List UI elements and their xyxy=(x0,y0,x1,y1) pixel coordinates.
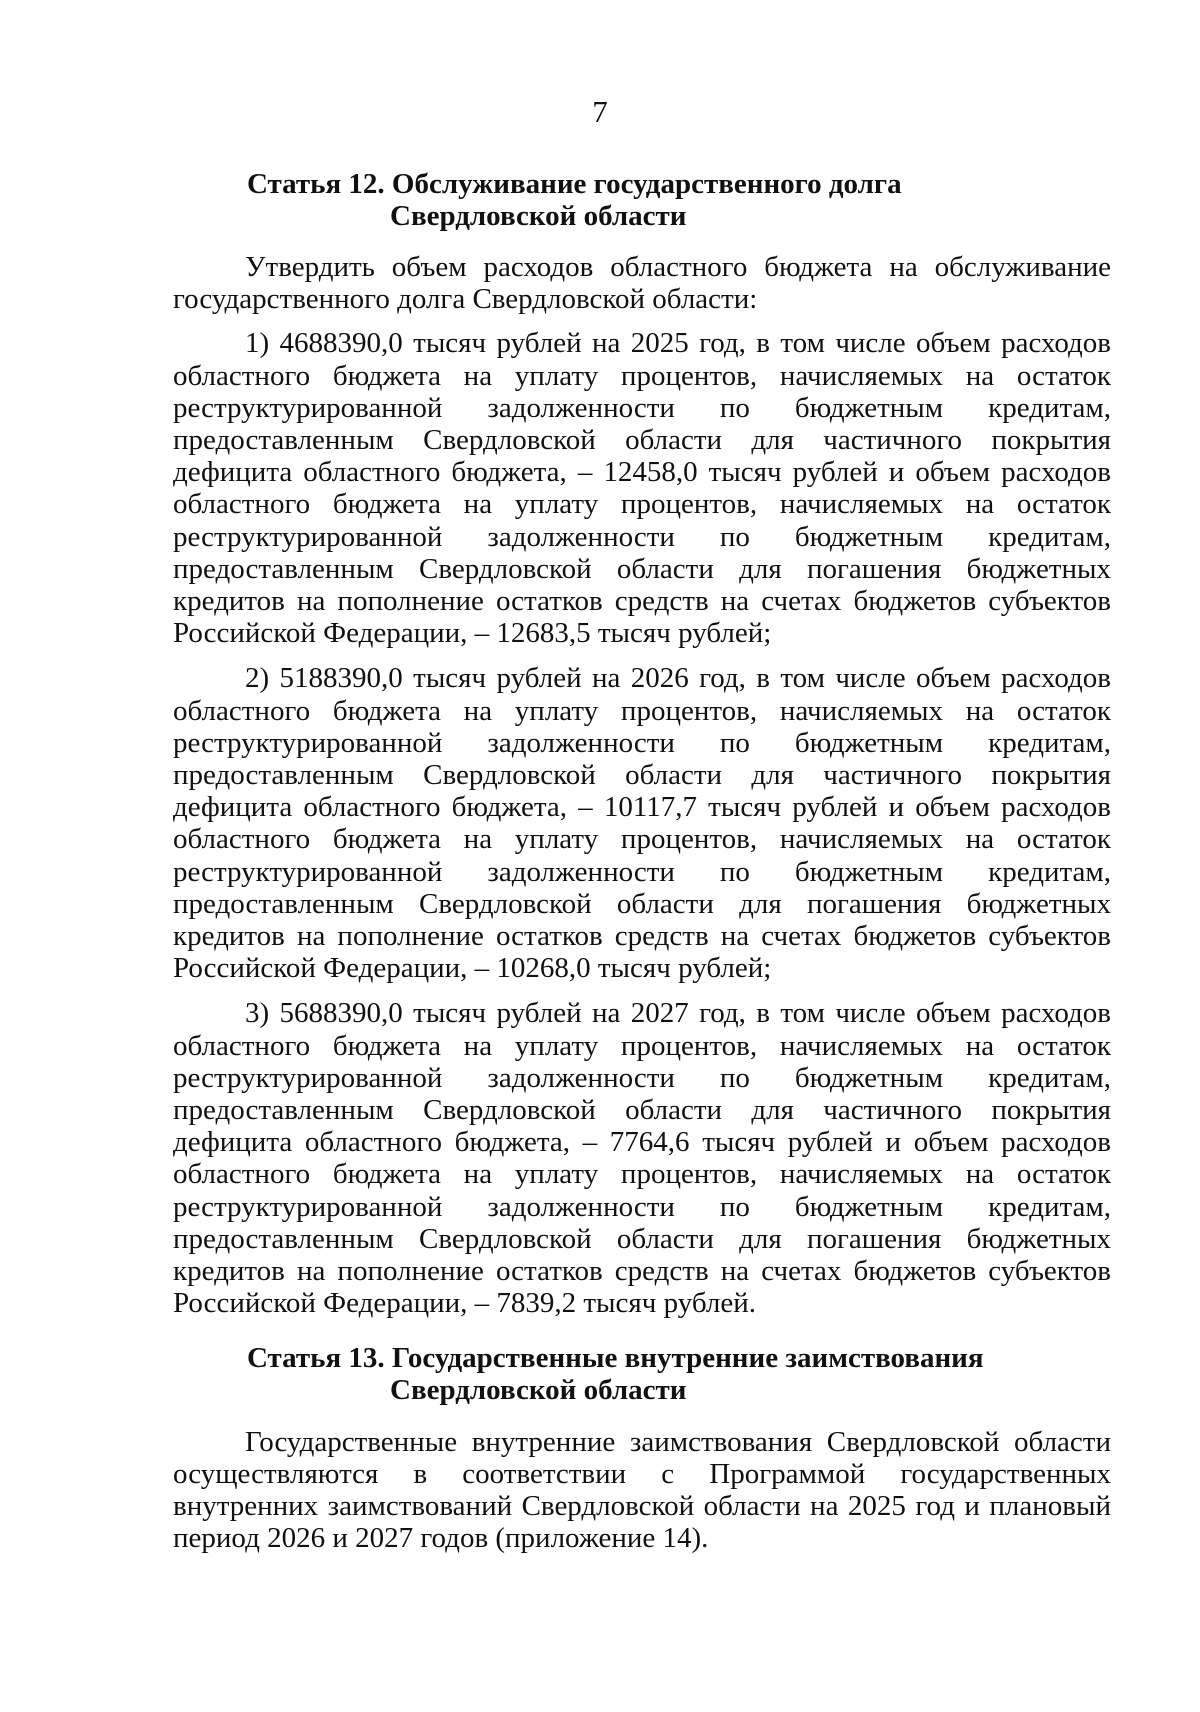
article-12-heading xyxy=(173,168,1111,232)
article-13-text: Государственные внутренние заимствования Свердловской области осуществляются в соответствии с Программой государственных внутренних заимствований Свердловской области на 2025 год и плановый период 2026 и 2027 годов (приложение 14). xyxy=(173,1425,1111,1555)
article-13-title-line1: Статья 13. Государственные внутренние заимствования xyxy=(247,1341,984,1374)
article-13-title-line2: Свердловской области xyxy=(390,1373,687,1406)
article-12-intro: Утвердить объем расходов областного бюджета на обслуживание государственного долга Свердловской области: xyxy=(173,251,1111,316)
article-12-item-2: 2) 5188390,0 тысяч рублей на 2026 год, в том числе объем расходов областного бюджета на уплату процентов, начисляемых на остаток реструктурированной задолженности по бюджетным кредитам, предоставленным Свердловской области для частичного покрытия дефицита областного бюджета, – 10117,7 тысяч рублей и объем расходов областного бюджета на уплату процентов, начисляемых на остаток реструктурированной задолженности по бюджетным кредитам, предоставленным Свердловской области для погашения бюджетных кредитов на пополнение остатков средств на счетах бюджетов субъектов Российской Федерации, – 10268,0 тысяч рублей; xyxy=(173,662,1111,985)
article-12-title-line1: Статья 12. Обслуживание государственного долга xyxy=(247,168,902,200)
page-number: 7 xyxy=(592,94,608,129)
document-body xyxy=(173,168,1111,1554)
article-12-title-line2: Свердловской области xyxy=(390,200,687,232)
article-12-item-1: 1) 4688390,0 тысяч рублей на 2025 год, в том числе объем расходов областного бюджета на уплату процентов, начисляемых на остаток реструктурированной задолженности по бюджетным кредитам, предоставленным Свердловской области для частичного покрытия дефицита областного бюджета, – 12458,0 тысяч рублей и объем расходов областного бюджета на уплату процентов, начисляемых на остаток реструктурированной задолженности по бюджетным кредитам, предоставленным Свердловской области для погашения бюджетных кредитов на пополнение остатков средств на счетах бюджетов субъектов Российской Федерации, – 12683,5 тысяч рублей; xyxy=(173,327,1111,650)
article-12-item-3: 3) 5688390,0 тысяч рублей на 2027 год, в том числе объем расходов областного бюджета на уплату процентов, начисляемых на остаток реструктурированной задолженности по бюджетным кредитам, предоставленным Свердловской области для частичного покрытия дефицита областного бюджета, – 7764,6 тысяч рублей и объем расходов областного бюджета на уплату процентов, начисляемых на остаток реструктурированной задолженности по бюджетным кредитам, предоставленным Свердловской области для погашения бюджетных кредитов на пополнение остатков средств на счетах бюджетов субъектов Российской Федерации, – 7839,2 тысяч рублей. xyxy=(173,997,1111,1320)
article-13-heading xyxy=(173,1342,1111,1406)
